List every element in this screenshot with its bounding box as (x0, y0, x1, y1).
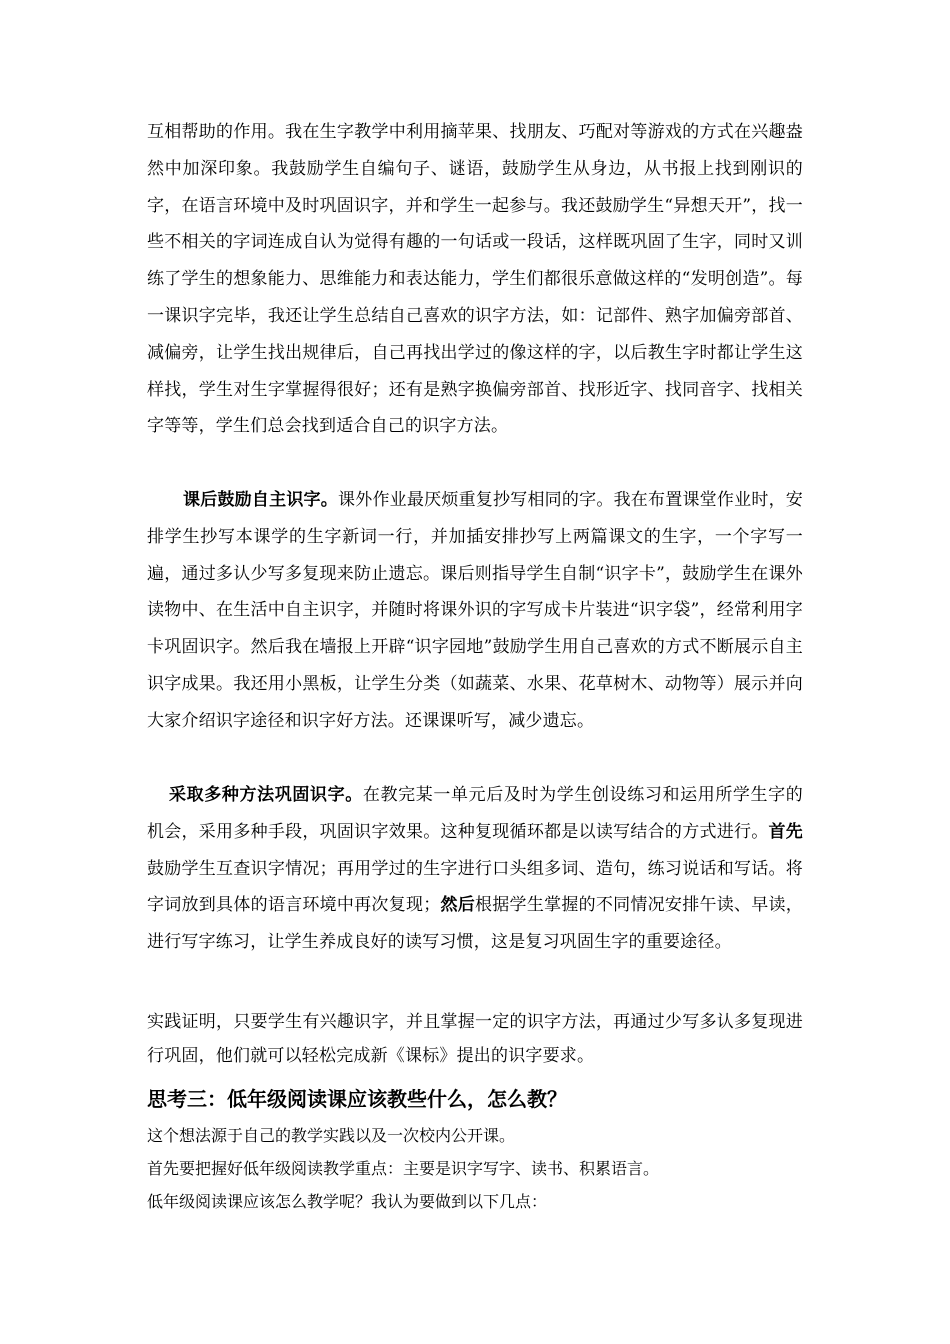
paragraph-text: 实践证明，只要学生有兴趣识字，并且掌握一定的识字方法，再通过少写多认多复现进行巩固，他们就可以轻松完成新《课标》提出的识字要求。 (147, 1012, 803, 1066)
paragraph-literacy-games (147, 114, 803, 445)
text-line-origin: 这个想法源于自己的教学实践以及一次校内公开课。 (147, 1126, 516, 1145)
text-line-focus: 首先要把握好低年级阅读教学重点：主要是识字写字、读书、积累语言。 (147, 1159, 660, 1178)
paragraph-consolidate-literacy (147, 777, 803, 961)
emphasis-first: 首先 (768, 821, 803, 842)
paragraph-conclusion (147, 1005, 803, 1073)
paragraph-text: 课外作业最厌烦重复抄写相同的字。我在布置课堂作业时，安排学生抄写本课学的生字新词一行，并加插安排抄写上两篇课文的生字，一个字写一遍，通过多认少写多复现来防止遗忘。课后则指导学生自制“识字卡”，鼓励学生在课外读物中、在生活中自主识字，并随时将课外识的字写成卡片装进“识字袋”，经常利用字卡巩固识字。然后我在墙报上开辟“识字园地”鼓励学生用自己喜欢的方式不断展示自主识字成果。我还用小黑板，让学生分类（如蔬菜、水果、花草树木、动物等）展示并向大家介绍识字途径和识字好方法。还课课听写，减少遗忘。 (147, 490, 803, 731)
paragraph-text: 鼓励学生互查识字情况；再用学过的生字进行口头组多词、造句，练习说话和写话。将字词放到具体的语言环境中再次复现； (147, 858, 803, 916)
paragraph-after-class-literacy (147, 482, 803, 740)
paragraph-text: 互相帮助的作用。我在生字教学中利用摘苹果、找朋友、巧配对等游戏的方式在兴趣盎然中加深印象。我鼓励学生自编句子、谜语，鼓励学生从身边，从书报上找到刚识的字，在语言环境中及时巩固识字，并和学生一起参与。我还鼓励学生“异想天开”，找一些不相关的字词连成自认为觉得有趣的一句话或一段话，这样既巩固了生字，同时又训练了学生的想象能力、思维能力和表达能力，学生们都很乐意做这样的“发明创造”。每一课识字完毕，我还让学生总结自己喜欢的识字方法，如：记部件、熟字加偏旁部首、减偏旁，让学生找出规律后，自己再找出学过的像这样的字，以后教生字时都让学生这样找，学生对生字掌握得很好；还有是熟字换偏旁部首、找形近字、找同音字、找相关字等等，学生们总会找到适合自己的识字方法。 (147, 122, 803, 437)
section-heading: 思考三：低年级阅读课应该教些什么，怎么教？ (147, 1087, 567, 1111)
paragraph-text: 在教完某一单元后及时为学生创设练习和运用所学生字的机会，采用多种手段，巩固识字效果。这种复现循环都是以读写结合的方式进行。 (147, 785, 804, 842)
paragraph-lead: 采取多种方法巩固识字。 (169, 785, 363, 805)
text-line-method: 低年级阅读课应该怎么教学呢？我认为要做到以下几点： (147, 1192, 548, 1211)
paragraph-lead: 课后鼓励自主识字。 (183, 490, 339, 510)
emphasis-then: 然后 (440, 895, 476, 916)
paragraph-text: 根据学生掌握的不同情况安排午读、早读，进行写字练习，让学生养成良好的读写习惯，这是复习巩固生字的重要途径。 (147, 895, 803, 953)
